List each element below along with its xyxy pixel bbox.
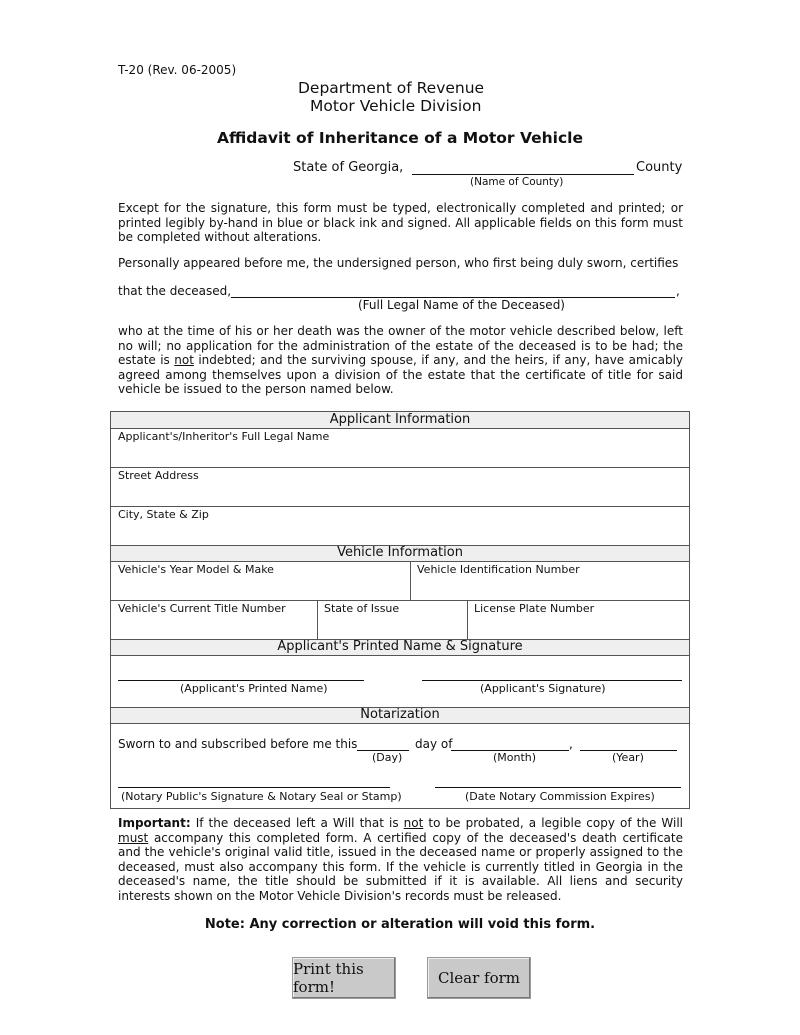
row-line xyxy=(110,723,690,724)
full-name-field[interactable] xyxy=(111,429,689,467)
table-right-border xyxy=(689,411,690,809)
note-text: Note: Any correction or alteration will void this form. xyxy=(204,917,596,932)
year-model-make-field[interactable] xyxy=(111,562,409,600)
expires-caption: (Date Notary Commission Expires) xyxy=(465,790,655,803)
signature-caption: (Applicant's Signature) xyxy=(480,682,606,695)
important-must: must xyxy=(118,830,149,845)
title-number-label: Vehicle's Current Title Number xyxy=(118,602,286,615)
row-line xyxy=(110,655,690,656)
street-field[interactable] xyxy=(111,468,689,506)
month-caption: (Month) xyxy=(493,751,537,764)
city-field[interactable] xyxy=(111,507,689,545)
county-caption: (Name of County) xyxy=(470,176,564,188)
ownership-emphasis: not xyxy=(174,353,194,368)
form-title: Affidavit of Inheritance of a Motor Vehicle xyxy=(217,129,583,147)
notary-signature-field[interactable] xyxy=(118,774,390,788)
printed-name-field[interactable] xyxy=(118,666,364,681)
vin-field[interactable] xyxy=(411,562,689,600)
form-code: T-20 (Rev. 06-2005) xyxy=(118,63,237,77)
license-plate-label: License Plate Number xyxy=(474,602,595,615)
license-plate-field[interactable] xyxy=(468,601,689,639)
city-label: City, State & Zip xyxy=(118,508,209,521)
print-form-button[interactable]: Print this form! xyxy=(292,957,396,999)
signature-section-title: Applicant's Printed Name & Signature xyxy=(277,639,523,654)
year-model-make-label: Vehicle's Year Model & Make xyxy=(118,563,274,576)
county-field[interactable] xyxy=(412,159,634,175)
ownership-text-2: indebted; and the surviving spouse, if any, and the heirs, if any, have amicably agreed among themselves upon a division of the estate that the certificate of title for said vehicle be issued to the person named below. xyxy=(118,353,683,397)
printed-name-caption: (Applicant's Printed Name) xyxy=(180,682,328,695)
state-prefix: State of Georgia, xyxy=(293,160,404,175)
notarization-title: Notarization xyxy=(360,707,440,722)
department-name: Department of Revenue xyxy=(298,79,485,97)
important-text-3: accompany this completed form. A certified copy of the deceased's death certificate and the vehicle's original valid title, issued in the deceased name or properly assigned to the deceased, must also accompany this form. If the vehicle is currently titled in Georgia in the deceased's name, the title should be submitted if it is available. All liens and security interests shown on the Motor Vehicle Division's records must be released. xyxy=(118,830,683,903)
deceased-prefix: that the deceased, xyxy=(118,284,232,298)
deceased-name-field[interactable] xyxy=(231,283,675,298)
ownership-text-1: who at the time of his or her death was the owner of the motor vehicle described below, left no will; no application for the administration of the estate of the deceased is to be had; the estate is xyxy=(118,324,683,368)
title-number-field[interactable] xyxy=(111,601,316,639)
important-not: not xyxy=(403,816,424,830)
vin-label: Vehicle Identification Number xyxy=(417,563,580,576)
full-name-label: Applicant's/Inheritor's Full Legal Name xyxy=(118,430,330,443)
year-caption: (Year) xyxy=(612,751,644,764)
county-suffix: County xyxy=(636,160,683,175)
commission-expires-field[interactable] xyxy=(435,774,681,788)
vehicle-info-title: Vehicle Information xyxy=(337,545,463,560)
date-comma: , xyxy=(569,737,573,751)
day-caption: (Day) xyxy=(372,751,403,764)
important-text-1: If the deceased left a Will that is xyxy=(190,816,404,830)
table-bottom-border xyxy=(110,808,690,809)
month-field[interactable] xyxy=(451,736,569,751)
state-of-issue-field[interactable] xyxy=(318,601,466,639)
notary-caption: (Notary Public's Signature & Notary Seal or Stamp) xyxy=(121,790,402,803)
applicant-info-title: Applicant Information xyxy=(329,412,471,427)
division-name: Motor Vehicle Division xyxy=(310,97,482,115)
sworn-prefix: Sworn to and subscribed before me this xyxy=(118,737,358,751)
deceased-caption: (Full Legal Name of the Deceased) xyxy=(358,298,565,312)
important-text-2: to be probated, a legible copy of the Will xyxy=(423,816,683,830)
important-label: Important: xyxy=(118,816,191,830)
clear-form-button[interactable]: Clear form xyxy=(427,957,531,999)
deceased-suffix: , xyxy=(676,284,680,298)
state-of-issue-label: State of Issue xyxy=(324,602,400,615)
day-of-text: day of xyxy=(415,737,453,751)
street-label: Street Address xyxy=(118,469,199,482)
instructions-paragraph: Except for the signature, this form must be typed, electronically completed and printed; or printed legibly by-hand in blue or black ink and signed. All applicable fields on this form must be completed without alterations. xyxy=(118,201,683,245)
year-field[interactable] xyxy=(580,736,677,751)
ownership-paragraph xyxy=(118,324,683,397)
day-field[interactable] xyxy=(357,736,409,751)
applicant-signature-field[interactable] xyxy=(422,666,682,681)
important-paragraph xyxy=(118,816,683,904)
sworn-statement: Personally appeared before me, the undersigned person, who first being duly sworn, certifies xyxy=(118,256,679,270)
